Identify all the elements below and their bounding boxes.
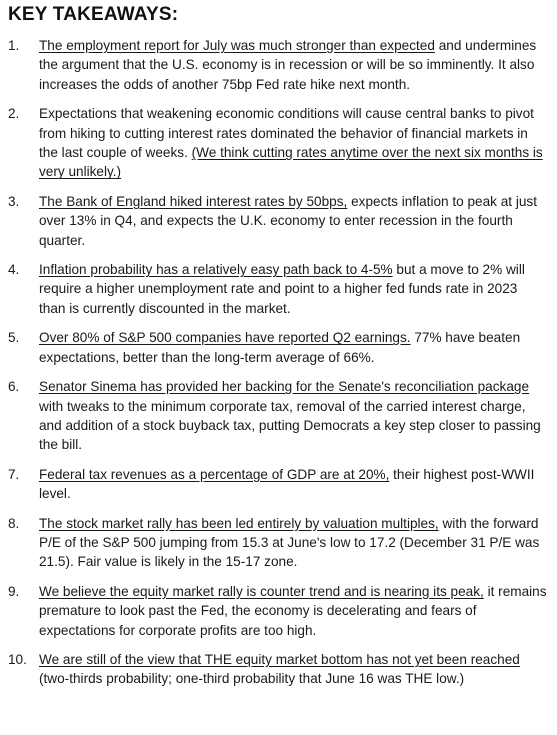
list-item — [8, 192, 547, 250]
list-item — [8, 377, 547, 455]
item-highlight: (We think cutting rates anytime over the next six months is very unlikely.) — [39, 145, 543, 180]
list-item — [8, 650, 547, 689]
item-number: 9. — [8, 583, 20, 599]
item-highlight: We believe the equity market rally is counter trend and is nearing its peak, — [39, 583, 484, 599]
list-item — [8, 260, 547, 318]
item-highlight: Inflation probability has a relatively easy path back to 4-5% — [39, 262, 393, 278]
item-text — [39, 582, 547, 640]
list-item — [8, 582, 547, 640]
item-rest: their highest post-WWII level. — [39, 466, 535, 502]
item-highlight: We are still of the view that THE equity market bottom has not yet been reached — [39, 651, 520, 667]
item-number: 1. — [8, 38, 20, 53]
item-number: 7. — [8, 466, 20, 482]
item-number: 8. — [8, 515, 20, 531]
item-text — [39, 377, 547, 455]
item-text — [39, 328, 547, 367]
item-rest: (two-thirds probability; one-third probability that June 16 was THE low.) — [39, 671, 465, 687]
list-item — [8, 328, 547, 367]
item-text — [39, 650, 547, 689]
item-rest: and undermines the argument that the U.S. economy is in recession or will be so imminently. It also increases the odds of another 75bp Fed rate hike next month. — [39, 38, 537, 92]
item-rest: 77% have beaten expectations, better than the long-term average of 66%. — [39, 330, 521, 365]
takeaways-list — [8, 36, 547, 689]
item-highlight: The Bank of England hiked interest rates by 50bps, — [39, 193, 348, 209]
list-item — [8, 465, 547, 504]
item-highlight: The employment report for July was much stronger than expected — [39, 38, 435, 53]
item-number: 10. — [8, 651, 27, 667]
item-text — [39, 192, 547, 250]
item-highlight: Federal tax revenues as a percentage of GDP are at 20%, — [39, 466, 390, 482]
item-text — [39, 36, 547, 94]
item-number: 6. — [8, 379, 20, 395]
item-rest: but a move to 2% will require a higher unemployment rate and point to a higher fed funds rate in 2023 than is currently discounted in the market. — [39, 262, 525, 316]
item-highlight: Over 80% of S&P 500 companies have reported Q2 earnings. — [39, 330, 411, 346]
item-text — [39, 260, 547, 318]
item-number: 4. — [8, 262, 20, 278]
item-rest: it remains premature to look past the Fed, the economy is decelerating and fears of expectations for corporate profits are too high. — [39, 583, 547, 638]
item-number: 5. — [8, 330, 20, 346]
item-rest: expects inflation to peak at just over 13% in Q4, and expects the U.K. economy to enter recession in the fourth quarter. — [39, 193, 537, 248]
item-number: 3. — [8, 193, 20, 209]
list-item — [8, 514, 547, 572]
item-highlight: The stock market rally has been led entirely by valuation multiples, — [39, 515, 439, 531]
item-text — [39, 104, 547, 182]
item-number: 2. — [8, 106, 20, 122]
item-rest: with tweaks to the minimum corporate tax, removal of the carried interest charge, and addition of a stock buyback tax, putting Democrats a key step closer to passing the bill. — [39, 398, 541, 453]
list-item — [8, 36, 547, 94]
list-item — [8, 104, 547, 182]
item-highlight: Senator Sinema has provided her backing for the Senate's reconciliation package — [39, 379, 530, 395]
item-rest: Expectations that weakening economic conditions will cause central banks to pivot from hiking to cutting interest rates dominated the behavior of financial markets in the last couple of weeks. — [39, 106, 534, 161]
item-text — [39, 514, 547, 572]
section-heading: KEY TAKEAWAYS: — [8, 4, 179, 25]
item-rest: with the forward P/E of the S&P 500 jumping from 15.3 at June's low to 17.2 (December 31 P/E was 21.5). Fair value is likely in the 15-17 zone. — [39, 515, 540, 570]
item-text — [39, 465, 547, 504]
